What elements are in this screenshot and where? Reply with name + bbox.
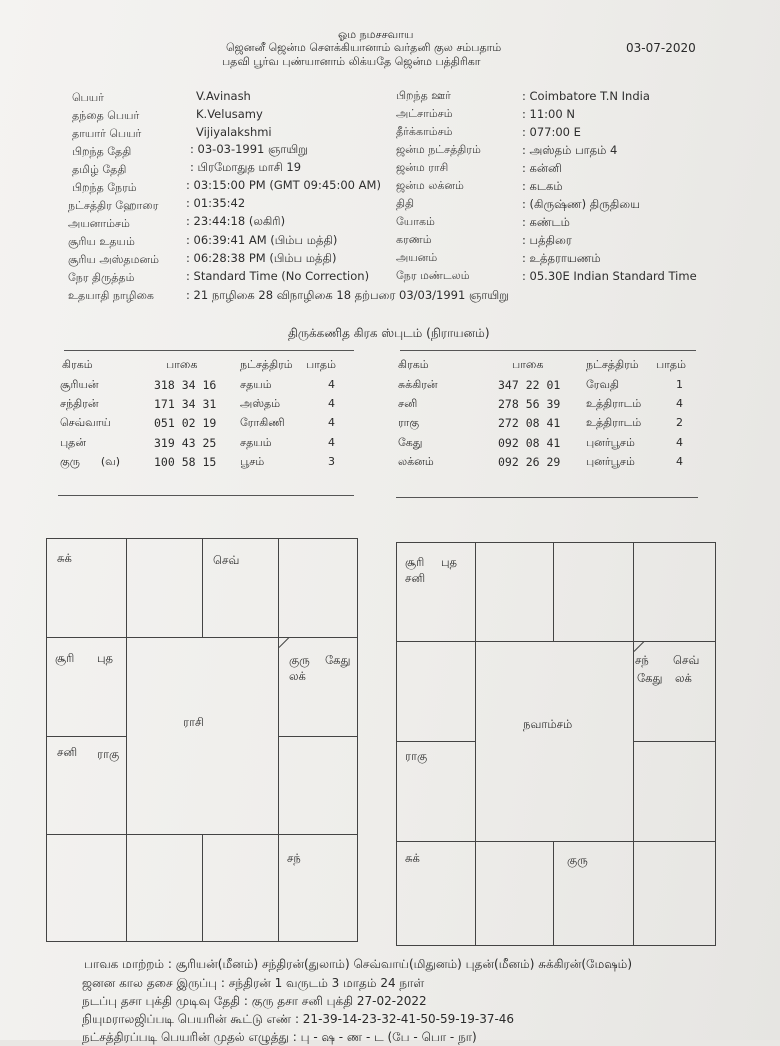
planet-star: பூசம் [240,455,265,468]
numerology: நியுமராலஜிப்படி பெயரின் கூட்டு எண் : 21-39-14-23-32-41-50-59-19-37-46 [82,1012,515,1026]
detail-label: பிறந்த ஊர் [396,89,451,102]
planet-pada: 1 [676,378,683,391]
column-header: நட்சத்திரம் [240,358,293,371]
rasi-aquarius-sun: சூரி [55,651,75,665]
grid-line [126,637,127,834]
planet-section-title: திருக்கணித கிரக ஸ்புடம் (நிராயனம்) [288,326,490,340]
planet-degree: 092 08 41 [498,436,561,450]
rasi-cancer-jupiter: குரு [289,653,310,667]
planet-degree: 272 08 41 [498,416,561,430]
navamsa-cancer-mars: செவ் [673,653,700,667]
detail-label: தந்தை பெயர் [72,109,140,122]
planet-pada: 4 [328,397,335,410]
planet-pada: 4 [676,455,683,468]
column-header: பாதம் [306,358,336,371]
rasi-taurus: செவ் [213,553,240,567]
detail-label: நேர திருத்தம் [68,271,135,284]
rasi-chart [46,538,358,942]
detail-value: : 05.30E Indian Standard Time [522,269,697,283]
divider [396,497,698,498]
grid-line [633,543,634,641]
divider [64,350,354,351]
planet-name: செவ்வாய் [60,416,111,429]
grid-line [126,539,127,637]
detail-value: : 23:44:18 (லகிரி) [186,214,286,228]
planet-degree: 100 58 15 [154,455,217,469]
navamsa-center-label: நவாம்சம் [523,717,573,731]
rasi-center-label: ராசி [183,715,204,729]
navamsa-pisces-sun: சூரி [405,555,425,569]
print-date: 03-07-2020 [626,41,696,55]
grid-line [278,736,357,737]
planet-name: லக்னம் [398,455,434,468]
column-header: பாகை [512,358,544,371]
detail-label: சூரிய உதயம் [68,235,135,248]
detail-value: : கடகம் [522,179,563,193]
planet-star: உத்திராடம் [586,397,642,410]
grid-line [397,641,715,642]
detail-label: ஜன்ம ராசி [396,161,449,174]
planet-degree: 278 56 39 [498,397,561,411]
column-header: பாகை [166,358,198,371]
header-line-1: ஜெனனீ ஜென்ம சௌக்கியானாம் வர்தனி குல சம்பதாம் [226,41,502,54]
rasi-capricorn-rahu: ராகு [97,747,120,761]
rasi-virgo-moon: சந் [287,851,301,865]
grid-line [278,539,279,637]
grid-line [202,539,203,637]
detail-label: சூரிய அஸ்தமனம் [68,253,159,266]
planet-degree: 319 43 25 [154,436,217,450]
rasi-cancer-lagna: லக் [289,669,306,683]
column-header: கிரகம் [62,358,93,371]
planet-star: சதயம் [240,436,272,449]
column-header: கிரகம் [398,358,429,371]
grid-line [397,841,715,842]
grid-line [475,841,476,945]
detail-label: தீர்க்காம்சம் [396,125,453,138]
planet-name: புதன் [60,436,87,449]
grid-line [278,834,279,941]
detail-label: ஜன்ம லக்னம் [396,179,464,192]
invocation: ஓம நமசசவாய [338,28,414,41]
divider [58,495,354,496]
grid-line [397,741,475,742]
detail-value: : 11:00 N [522,107,575,121]
detail-value: : (கிருஷ்ண) திருதியை [522,197,640,211]
detail-value: : 06:28:38 PM (பிம்ப மத்தி) [186,251,337,265]
detail-label: பிறந்த தேதி [72,145,132,158]
planet-pada: 3 [328,455,335,468]
grid-line [475,543,476,641]
planet-name: சுக்கிரன் [398,378,438,391]
planet-degree: 092 26 29 [498,455,561,469]
detail-label: அட்சாம்சம் [396,107,453,120]
grid-line [633,741,715,742]
detail-label: பெயர் [72,91,104,104]
detail-value: V.Avinash [196,89,251,103]
detail-value: : அஸ்தம் பாதம் 4 [522,143,618,157]
detail-value: : Standard Time (No Correction) [186,269,370,283]
detail-value: : பிரமோதுத மாசி 19 [190,160,302,174]
detail-value: Vijiyalakshmi [196,125,272,139]
grid-line [47,637,357,638]
divider [400,350,696,351]
udayadi-label: உதயாதி நாழிகை [68,289,154,302]
planet-pada: 4 [328,416,335,429]
detail-value: : 06:39:41 AM (பிம்ப மத்தி) [186,233,338,247]
planet-star: அஸ்தம் [240,397,281,410]
detail-label: யோகம் [396,215,435,228]
planet-pada: 4 [328,436,335,449]
navamsa-chart [396,542,716,946]
detail-label: அயனாம்சம் [68,217,130,230]
rasi-capricorn-saturn: சனி [57,745,78,759]
planet-pada: 4 [676,397,683,410]
rasi-aquarius-mercury: புத [97,651,114,665]
grid-line [202,834,203,941]
detail-label: ஜன்ம நட்சத்திரம் [396,143,481,156]
grid-line [553,841,554,945]
planet-name: சூரியன் [60,378,99,391]
detail-label: தாயார் பெயர் [72,127,142,140]
planet-star: சதயம் [240,378,272,391]
detail-label: தமிழ் தேதி [72,163,127,176]
detail-value: : 077:00 E [522,125,581,139]
navamsa-libra-jupiter: குரு [567,853,588,867]
detail-value: : பத்திரை [522,233,572,247]
detail-label: பிறந்த நேரம் [72,181,137,194]
detail-value: : Coimbatore T.N India [522,89,650,103]
planet-name: கேது [398,436,423,449]
bhava-change: பாவக மாற்றம் : சூரியன்(மீனம்) சந்திரன்(துலாம்) செவ்வாய்(மிதுனம்) புதன்(மீனம்) சுக்கிரன்(மேஷம்) [84,957,632,971]
navamsa-cancer-lagna: லக் [675,671,692,685]
detail-label: திதி [396,197,415,210]
current-dasa: நடப்பு தசா புக்தி முடிவு தேதி : குரு தசா சனி புக்தி 27-02-2022 [82,994,427,1008]
detail-label: அயனம் [396,251,438,264]
navamsa-capricorn-rahu: ராகு [405,749,428,763]
navamsa-pisces-saturn: சனி [405,571,426,585]
planet-pada: 4 [676,436,683,449]
dasa-balance: ஜனன கால தசை இருப்பு : சந்திரன் 1 வருடம் 3 மாதம் 24 நாள் [82,976,425,990]
grid-line [47,736,126,737]
planet-star: உத்திராடம் [586,416,642,429]
navamsa-scorpio-venus: சுக் [405,851,420,865]
rasi-pisces: சுக் [57,551,72,565]
navamsa-cancer-moon: சந் [635,653,649,667]
detail-value: : 03:15:00 PM (GMT 09:45:00 AM) [186,178,381,192]
detail-label: நேர மண்டலம் [396,269,470,282]
planet-degree: 318 34 16 [154,378,217,392]
navamsa-cancer-ketu: கேது [637,671,663,685]
column-header: நட்சத்திரம் [586,358,639,371]
rasi-cancer-ketu: கேது [325,653,351,667]
planet-name: ராகு [398,416,420,429]
planet-pada: 4 [328,378,335,391]
planet-star: புனர்பூசம் [586,436,635,449]
detail-value: : 01:35:42 [186,196,246,210]
planet-pada: 2 [676,416,683,429]
lagna-mark [279,637,290,648]
header-line-2: பதவி பூர்வ புண்யானாம் லிக்யதே ஜென்ம பத்திரிகா [222,55,481,68]
navamsa-pisces-mercury: புத [441,555,458,569]
planet-star: புனர்பூசம் [586,455,635,468]
column-header: பாதம் [656,358,686,371]
udayadi-value: : 21 நாழிகை 28 விநாழிகை 18 தற்பரை 03/03/1991 ஞாயிறு [186,288,509,302]
detail-value: : கண்டம் [522,215,570,229]
planet-star: ரேவதி [586,378,620,391]
detail-label: கரணம் [396,233,432,246]
planet-degree: 347 22 01 [498,378,561,392]
planet-name: குரு (வ) [60,455,120,468]
detail-value: : உத்தராயணம் [522,251,601,265]
planet-name: சனி [398,397,418,410]
detail-value: K.Velusamy [196,107,263,121]
planet-name: சந்திரன் [60,397,99,410]
grid-line [633,841,634,945]
grid-line [475,641,476,841]
planet-degree: 051 02 19 [154,416,217,430]
lagna-mark [634,641,645,652]
detail-value: : 03-03-1991 ஞாயிறு [190,142,308,156]
planet-degree: 171 34 31 [154,397,217,411]
grid-line [126,834,127,941]
grid-line [553,543,554,641]
planet-star: ரோகிணி [240,416,285,429]
detail-label: நட்சத்திர ஹோரை [68,199,159,212]
name-letters: நட்சத்திரப்படி பெயரின் முதல் எழுத்து : பு - ஷ - ண - ட (பே - பொ - நா) [82,1030,477,1044]
detail-value: : கன்னி [522,161,562,175]
